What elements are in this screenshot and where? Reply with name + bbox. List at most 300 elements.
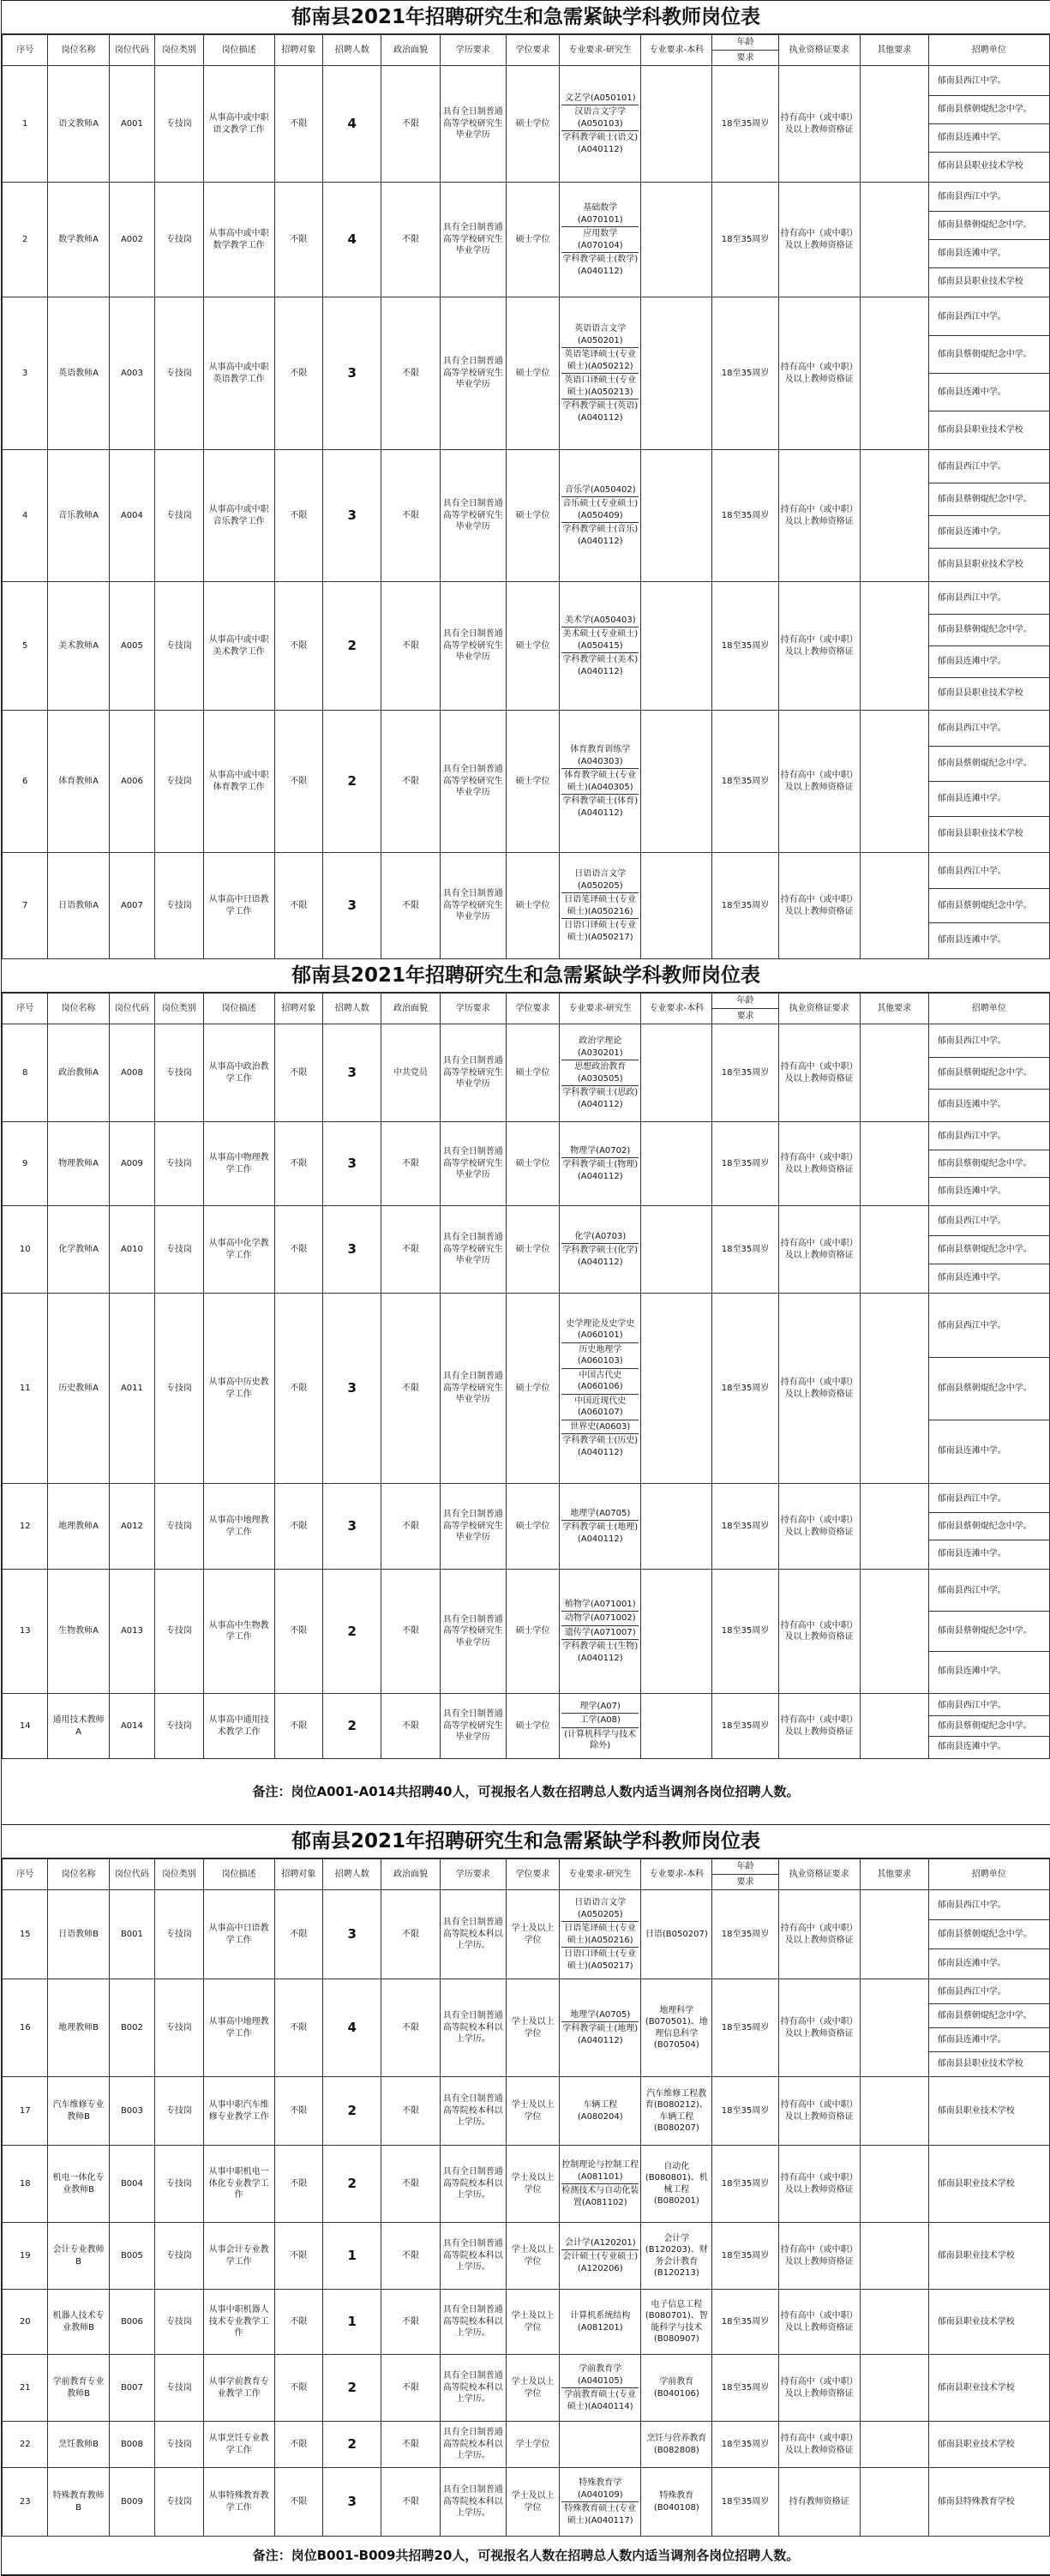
header-major2: 专业要求-本科 [641,994,712,1024]
cell-education: 具有全日制普通高等院校本科以上学历。 [440,2422,506,2468]
major-item: 学科教学硕士(音乐)(A040112) [562,525,639,546]
cell-certificate: 持有高中（或中职）及以上教师资格证 [778,450,860,582]
cell-other [860,1122,928,1206]
cell-target: 不限 [274,1484,322,1570]
unit-item: 郁南县蔡朝焜纪念中学。 [929,1612,1049,1652]
table-row [3,711,1050,853]
major-item: 应用数学(A070104) [561,227,639,253]
cell-other [860,582,928,711]
cell-code: B007 [109,2355,154,2422]
cell-units [928,1122,1049,1206]
unit-item: 郁南县连滩中学。 [929,516,1049,549]
cell-age: 18至35周岁 [712,1024,778,1122]
unit-item: 郁南县蔡朝焜纪念中学。 [929,212,1049,240]
header-cert: 执业资格证要求 [778,35,860,66]
cell-certificate: 持有高中（或中职）及以上教师资格证 [778,1484,860,1570]
cell-education: 具有全日制普通高等学校研究生毕业学历 [440,450,506,582]
cell-name: 音乐教师A [48,450,109,582]
header-edu: 学历要求 [440,35,506,66]
cell-count: 4 [323,66,381,183]
cell-major-graduate [560,2290,641,2355]
cell-education: 具有全日制普通高等学校研究生毕业学历 [440,1484,506,1570]
cell-count: 2 [323,582,381,711]
cell-name: 日语教师A [48,853,109,959]
cell-major-undergrad [641,1484,712,1570]
cell-certificate: 持有高中（或中职）及以上教师资格证 [778,1570,860,1694]
unit-item: 郁南县西江中学。 [929,712,1049,747]
cell-units [928,1024,1049,1122]
unit-item: 郁南县西江中学。 [929,1208,1049,1236]
cell-name: 地理教师A [48,1484,109,1570]
cell-count: 3 [323,1206,381,1294]
cell-name: 学前教育专业教师B [48,2355,109,2422]
cell-code: A011 [109,1294,154,1484]
cell-degree: 硕士学位 [506,711,559,853]
cell-desc: 从事高中或中职语文教学工作 [203,66,274,183]
cell-major-graduate [560,582,641,711]
cell-count: 2 [323,1694,381,1759]
cell-target: 不限 [274,1122,322,1206]
cell-seq: 22 [3,2422,48,2468]
cell-count: 3 [323,297,381,450]
cell-code: A013 [109,1570,154,1694]
header-major2: 专业要求-本科 [641,35,712,66]
cell-politics: 不限 [381,1570,440,1694]
cell-age: 18至35周岁 [712,1979,778,2077]
unit-item: 郁南县连滩中学。 [937,1099,1006,1109]
major-item: 学科教学硕士(地理)(A040112) [562,2024,639,2045]
cell-major-graduate [560,2355,641,2422]
header-count: 招聘人数 [323,1859,381,1890]
cell-count: 2 [323,1570,381,1694]
cell-politics: 不限 [381,297,440,450]
cell-age: 18至35周岁 [712,297,778,450]
header-degree: 学位要求 [506,35,559,66]
cell-degree: 硕士学位 [506,853,559,959]
cell-desc: 从事会计专业教学工作 [203,2223,274,2290]
table-row [3,2290,1050,2355]
cell-category: 专技岗 [155,66,203,183]
cell-units [928,1694,1049,1759]
major-item: 日语笔译硕士(专业硕士)(A050216) [561,893,639,919]
cell-degree: 硕士学位 [506,1294,559,1484]
cell-seq: 21 [3,2355,48,2422]
header-code: 岗位代码 [109,994,154,1024]
cell-name: 物理教师A [48,1122,109,1206]
cell-seq: 8 [3,1024,48,1122]
cell-seq: 13 [3,1570,48,1694]
header-cert: 执业资格证要求 [778,994,860,1024]
cell-age: 18至35周岁 [712,1206,778,1294]
cell-education: 具有全日制普通高等院校本科以上学历。 [440,2468,506,2537]
cell-major-undergrad [641,853,712,959]
cell-degree: 学士及以上学位 [506,2146,559,2223]
cell-count: 3 [323,1294,381,1484]
cell-units [928,2146,1049,2223]
major-item: 汉语言文字学(A050103) [561,105,639,131]
cell-name: 地理教师B [48,1979,109,2077]
cell-target: 不限 [274,1570,322,1694]
cell-politics: 不限 [381,1122,440,1206]
unit-item: 郁南县西江中学。 [929,855,1049,889]
unit-item: 郁南县西江中学。 [929,68,1049,96]
major-item: 学科教学硕士(思政)(A040112) [562,1088,639,1109]
unit-item: 郁南县蔡朝焜纪念中学。 [929,1058,1049,1090]
cell-other [860,2146,928,2223]
cell-politics: 不限 [381,2422,440,2468]
cell-politics: 不限 [381,2290,440,2355]
major-item: 工学(A08) [561,1714,639,1728]
cell-target: 不限 [274,711,322,853]
cell-certificate: 持有高中（或中职）及以上教师资格证 [778,1890,860,1979]
cell-units [928,2468,1049,2537]
cell-count: 2 [323,2422,381,2468]
cell-other [860,2355,928,2422]
cell-target: 不限 [274,2422,322,2468]
header-other: 其他要求 [860,994,928,1024]
cell-name: 机器人技术专业教师B [48,2290,109,2355]
cell-degree: 学士及以上学位 [506,2468,559,2537]
cell-degree: 学士及以上学位 [506,1979,559,2077]
unit-item: 郁南县连滩中学。 [937,1742,1006,1751]
unit-item: 郁南县西江中学。 [929,1891,1049,1920]
cell-target: 不限 [274,1024,322,1122]
cell-name: 数学教师A [48,183,109,297]
cell-other [860,1294,928,1484]
major-item: 体育教育训练学(A040303) [561,743,639,769]
cell-politics: 不限 [381,2223,440,2290]
cell-age: 18至35周岁 [712,1122,778,1206]
unit-item: 郁南县蔡朝焜纪念中学。 [929,1513,1049,1540]
cell-desc: 从事高中或中职音乐教学工作 [203,450,274,582]
header-row [3,35,1050,51]
cell-major-graduate [560,1206,641,1294]
cell-name: 机电一体化专业教师B [48,2146,109,2223]
cell-category: 专技岗 [155,1484,203,1570]
header-code: 岗位代码 [109,1859,154,1890]
cell-certificate: 持有高中（或中职）及以上教师资格证 [778,2077,860,2146]
cell-education: 具有全日制普通高等学校研究生毕业学历 [440,66,506,183]
cell-name: 烹饪教师B [48,2422,109,2468]
cell-education: 具有全日制普通高等院校本科以上学历。 [440,1890,506,1979]
cell-code: B001 [109,1890,154,1979]
cell-desc: 从事高中通用技术教学工作 [203,1694,274,1759]
cell-code: A008 [109,1024,154,1122]
cell-degree: 硕士学位 [506,582,559,711]
major-item: 学科教学硕士(生物)(A040112) [562,1642,639,1663]
cell-major-graduate [560,711,641,853]
cell-age: 18至35周岁 [712,66,778,183]
cell-desc: 从事烹饪专业教学工作 [203,2422,274,2468]
major-item: 思想政治教育(A030505) [561,1060,639,1086]
major-item: 英语语言文学(A050201) [561,322,639,348]
positions-table [2,993,1050,1759]
major-item: 中国近现代史(A060107) [561,1395,639,1420]
unit-item: 郁南县西江中学。 [929,1123,1049,1150]
cell-code: A006 [109,711,154,853]
cell-degree: 硕士学位 [506,1570,559,1694]
cell-other [860,2223,928,2290]
unit-item: 郁南县连滩中学。 [929,124,1049,153]
header-other: 其他要求 [860,35,928,66]
header-other: 其他要求 [860,1859,928,1890]
cell-major-graduate [560,1890,641,1979]
cell-other [860,450,928,582]
cell-count: 4 [323,183,381,297]
table-row [3,1294,1050,1484]
cell-other [860,183,928,297]
cell-category: 专技岗 [155,2422,203,2468]
cell-seq: 18 [3,2146,48,2223]
major-item: 计算机系统结构(A081201) [570,2311,631,2333]
cell-degree: 学士及以上学位 [506,2290,559,2355]
cell-age: 18至35周岁 [712,1484,778,1570]
cell-target: 不限 [274,582,322,711]
cell-category: 专技岗 [155,711,203,853]
cell-other [860,2468,928,2537]
cell-category: 专技岗 [155,2077,203,2146]
cell-education: 具有全日制普通高等院校本科以上学历。 [440,1979,506,2077]
cell-age: 18至35周岁 [712,2468,778,2537]
major-item: 会计硕士(专业硕士)(A120206) [562,2252,639,2273]
cell-major-undergrad: 自动化(B080801)、机械工程(B080201) [641,2146,712,2223]
cell-degree: 硕士学位 [506,1122,559,1206]
unit-item: 郁南县西江中学。 [929,1026,1049,1058]
major-item: 基础数学(A070101) [561,201,639,227]
unit-item: 郁南县蔡朝焜纪念中学。 [929,1920,1049,1949]
unit-item: 郁南县连滩中学。 [929,782,1049,817]
cell-desc: 从事高中政治教学工作 [203,1024,274,1122]
header-major: 专业要求-研究生 [560,35,641,66]
cell-major-graduate [560,1694,641,1759]
major-item: 美术硕士(专业硕士)(A050415) [561,627,639,653]
cell-code: A001 [109,66,154,183]
cell-target: 不限 [274,1979,322,2077]
major-item: 动物学(A071002) [561,1612,639,1626]
major-item: 地理学(A0705) [561,2009,639,2023]
unit-item: 郁南县西江中学。 [929,1980,1049,2004]
cell-other [860,711,928,853]
header-politics: 政治面貌 [381,994,440,1024]
cell-target: 不限 [274,2077,322,2146]
header-desc: 岗位描述 [203,1859,274,1890]
major-item: 学科教学硕士(历史)(A040112) [562,1436,639,1457]
unit-item: 郁南县连滩中学。 [929,374,1049,411]
cell-degree: 硕士学位 [506,183,559,297]
cell-other [860,1484,928,1570]
unit-item: 郁南县西江中学。 [929,451,1049,483]
cell-major-undergrad [641,1694,712,1759]
unit-item: 郁南县西江中学。 [929,1571,1049,1612]
cell-major-graduate [560,1979,641,2077]
cell-education: 具有全日制普通高等学校研究生毕业学历 [440,1294,506,1484]
cell-education: 具有全日制普通高等学校研究生毕业学历 [440,1122,506,1206]
cell-major-graduate [560,183,641,297]
cell-major-undergrad [641,1206,712,1294]
cell-desc: 从事高中生物教学工作 [203,1570,274,1694]
cell-seq: 11 [3,1294,48,1484]
unit-item: 郁南县蔡朝焜纪念中学。 [929,336,1049,374]
cell-category: 专技岗 [155,1694,203,1759]
major-item: 特殊教育学(A040109) [561,2477,639,2502]
major-item: 美术学(A050403) [561,614,639,628]
cell-education: 具有全日制普通高等院校本科以上学历。 [440,2223,506,2290]
cell-seq: 16 [3,1979,48,2077]
cell-major-graduate [560,450,641,582]
header-major2: 专业要求-本科 [641,1859,712,1890]
cell-politics: 不限 [381,183,440,297]
cell-certificate: 持有高中（或中职）及以上教师资格证 [778,2422,860,2468]
cell-code: A010 [109,1206,154,1294]
table-row [3,853,1050,959]
cell-target: 不限 [274,2468,322,2537]
cell-seq: 4 [3,450,48,582]
table-row [3,2223,1050,2290]
major-item: 学科教学硕士(美术)(A040112) [562,655,639,676]
unit-item: 郁南县县职业技术学校 [937,829,1023,838]
cell-code: A003 [109,297,154,450]
cell-category: 专技岗 [155,1570,203,1694]
cell-category: 专技岗 [155,1206,203,1294]
major-item: 学科教学硕士(物理)(A040112) [562,1160,639,1181]
table-row [3,2422,1050,2468]
section-note: 备注：岗位B001-B009共招聘20人，可视报名人数在招聘总人数内适当调剂各岗位招聘人数。 [2,2537,1050,2575]
cell-name: 日语教师B [48,1890,109,1979]
cell-degree: 硕士学位 [506,1024,559,1122]
cell-name: 通用技术教师A [48,1694,109,1759]
cell-count: 3 [323,1890,381,1979]
header-unit: 招聘单位 [928,994,1049,1024]
cell-degree: 学士及以上学位 [506,1890,559,1979]
cell-certificate: 持有高中（或中职）及以上教师资格证 [778,183,860,297]
unit-item: 郁南县职业技术学校 [937,2106,1015,2116]
cell-degree: 学士学位 [506,2422,559,2468]
cell-certificate: 持有高中（或中职）及以上教师资格证 [778,2355,860,2422]
header-category: 岗位类别 [155,1859,203,1890]
header-desc: 岗位描述 [203,994,274,1024]
cell-politics: 不限 [381,2077,440,2146]
cell-major-undergrad [641,711,712,853]
cell-certificate: 持有教师资格证 [778,2468,860,2537]
cell-category: 专技岗 [155,2468,203,2537]
cell-count: 3 [323,1122,381,1206]
cell-seq: 5 [3,582,48,711]
cell-education: 具有全日制普通高等院校本科以上学历。 [440,2290,506,2355]
cell-count: 2 [323,2077,381,2146]
major-item: 学科教学硕士(地理)(A040112) [562,1522,639,1544]
cell-name: 政治教师A [48,1024,109,1122]
cell-age: 18至35周岁 [712,1694,778,1759]
header-age: 年龄 [712,1859,778,1875]
cell-count: 1 [323,2290,381,2355]
cell-major-graduate [560,2223,641,2290]
cell-count: 3 [323,1484,381,1570]
section-title: 郁南县2021年招聘研究生和急需紧缺学科教师岗位表 [2,1,1050,34]
unit-item: 郁南县蔡朝焜纪念中学。 [929,747,1049,782]
cell-target: 不限 [274,2290,322,2355]
unit-item: 郁南县蔡朝焜纪念中学。 [929,1716,1049,1737]
cell-target: 不限 [274,297,322,450]
cell-politics: 不限 [381,2146,440,2223]
major-item: 学前教育硕士(专业硕士)(A040114) [564,2390,637,2411]
cell-code: A002 [109,183,154,297]
cell-count: 3 [323,1024,381,1122]
cell-desc: 从事高中日语教学工作 [203,1890,274,1979]
cell-desc: 从事高中历史教学工作 [203,1294,274,1484]
cell-name: 体育教师A [48,711,109,853]
cell-units [928,66,1049,183]
cell-units [928,1206,1049,1294]
header-age-req: 要求 [712,1875,778,1890]
cell-other [860,853,928,959]
cell-major-graduate [560,297,641,450]
cell-education: 具有全日制普通高等院校本科以上学历。 [440,2077,506,2146]
positions-table [2,1858,1050,2537]
table-row [3,66,1050,183]
cell-age: 18至35周岁 [712,183,778,297]
cell-certificate: 持有高中（或中职）及以上教师资格证 [778,1206,860,1294]
cell-education: 具有全日制普通高等学校研究生毕业学历 [440,1206,506,1294]
cell-age: 18至35周岁 [712,2290,778,2355]
header-major: 专业要求-研究生 [560,994,641,1024]
cell-seq: 2 [3,183,48,297]
major-item: 植物学(A071001) [561,1598,639,1612]
cell-other [860,2290,928,2355]
unit-item: 郁南县蔡朝焜纪念中学。 [929,483,1049,516]
unit-item: 郁南县职业技术学校 [937,2179,1015,2189]
cell-certificate: 持有高中（或中职）及以上教师资格证 [778,582,860,711]
cell-major-graduate [560,1570,641,1694]
major-item: 政治学理论(A030201) [561,1035,639,1060]
cell-code: A012 [109,1484,154,1570]
unit-item: 郁南县连滩中学。 [929,646,1049,678]
table-row [3,1979,1050,2077]
cell-seq: 12 [3,1484,48,1570]
cell-politics: 不限 [381,1294,440,1484]
unit-item: 郁南县职业技术学校 [937,2440,1015,2449]
unit-item: 郁南县连滩中学。 [937,1445,1006,1456]
cell-age: 18至35周岁 [712,1570,778,1694]
cell-major-graduate [560,2077,641,2146]
major-item: 物理学(A0702) [561,1144,639,1159]
cell-count: 1 [323,2223,381,2290]
cell-certificate: 持有高中（或中职）及以上教师资格证 [778,2290,860,2355]
cell-age: 18至35周岁 [712,2355,778,2422]
table-row [3,2146,1050,2223]
cell-age: 18至35周岁 [712,2223,778,2290]
cell-units [928,582,1049,711]
table-row [3,1206,1050,1294]
positions-table [2,34,1050,959]
major-item: 日语语言文学(A050205) [561,868,639,893]
cell-degree: 学士及以上学位 [506,2355,559,2422]
cell-code: B005 [109,2223,154,2290]
cell-desc: 从事中职机器人技术专业教学工作 [203,2290,274,2355]
cell-politics: 不限 [381,582,440,711]
cell-age: 18至35周岁 [712,853,778,959]
cell-certificate: 持有高中（或中职）及以上教师资格证 [778,297,860,450]
cell-major-undergrad [641,1570,712,1694]
cell-certificate: 持有高中（或中职）及以上教师资格证 [778,66,860,183]
cell-desc: 从事高中或中职英语教学工作 [203,297,274,450]
cell-seq: 17 [3,2077,48,2146]
cell-units [928,2077,1049,2146]
header-edu: 学历要求 [440,1859,506,1890]
cell-degree: 学士及以上学位 [506,2077,559,2146]
cell-politics: 不限 [381,2355,440,2422]
unit-item: 郁南县连滩中学。 [937,1959,1006,1968]
cell-units [928,450,1049,582]
